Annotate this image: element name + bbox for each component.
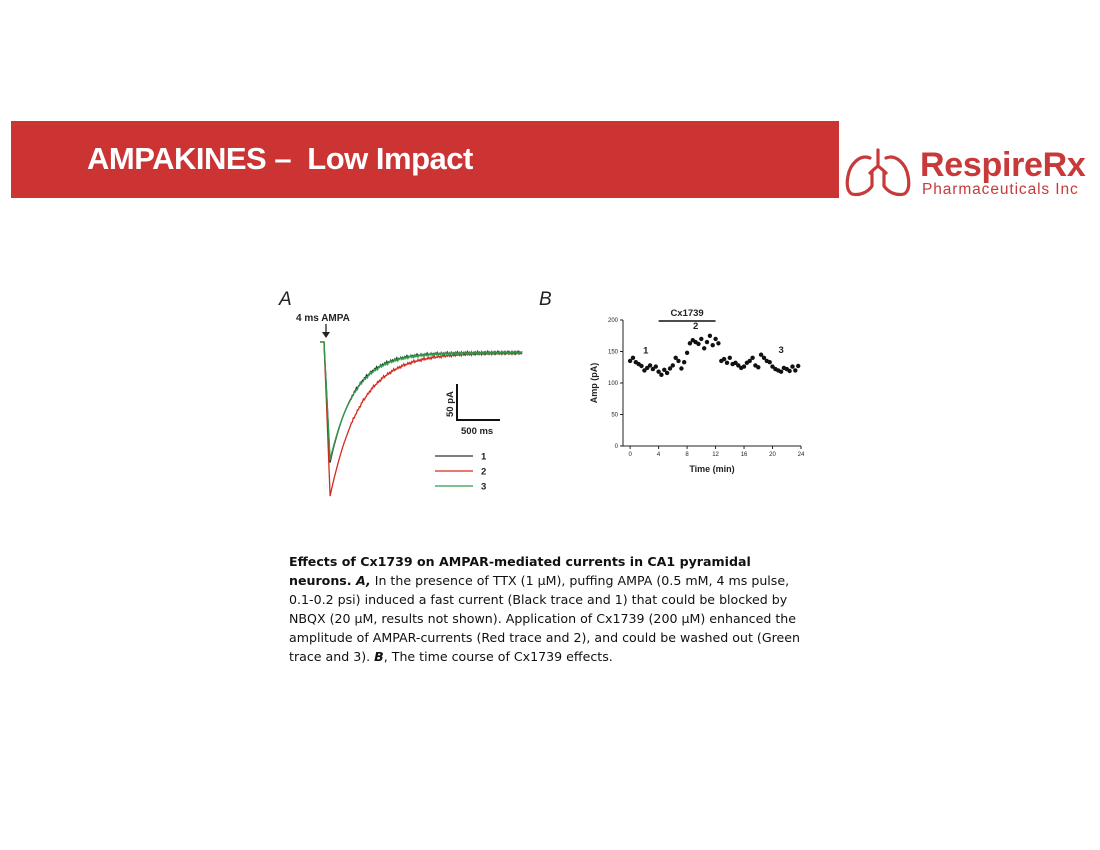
data-point [716, 341, 720, 345]
point-label-3: 3 [778, 344, 784, 356]
x-tick-label: 24 [797, 452, 805, 458]
axes [623, 320, 801, 446]
figure-caption [289, 552, 814, 666]
caption-bold: Effects of Cx1739 on AMPAR-mediated currents in CA1 pyramidal neurons. [289, 554, 751, 588]
stim-arrow [322, 324, 330, 338]
time-course-chart [589, 308, 805, 474]
y-tick-label: 0 [614, 444, 618, 450]
data-point [648, 363, 652, 367]
y-axis-label: Amp (pA) [589, 362, 599, 404]
data-point [750, 356, 754, 360]
x-tick-label: 0 [628, 452, 632, 458]
legend-label-3: 3 [481, 481, 487, 493]
data-point [659, 373, 663, 377]
y-tick-label: 150 [607, 349, 618, 356]
data-point [676, 359, 680, 363]
point-label-2: 2 [692, 320, 699, 332]
data-point [654, 364, 658, 368]
figure-svg [270, 280, 820, 510]
caption-b-label: B [374, 649, 384, 664]
logo-subtitle: Pharmaceuticals Inc [922, 181, 1079, 198]
scale-y-label: 50 pA [445, 391, 456, 417]
company-logo [842, 146, 1092, 202]
legend-label-1: 1 [481, 451, 487, 463]
data-point [793, 368, 797, 372]
data-point [722, 357, 726, 361]
data-point [631, 356, 635, 360]
figure [270, 280, 820, 510]
caption-a-label: A, [355, 573, 371, 588]
scale-bar [457, 384, 500, 420]
trace-legend [435, 452, 487, 493]
data-point [708, 334, 712, 338]
slide-title: AMPAKINES – Low Impact [87, 141, 473, 176]
data-point [779, 370, 783, 374]
data-point [742, 364, 746, 368]
data-point [685, 351, 689, 355]
x-tick-label: 16 [740, 452, 748, 458]
data-point [705, 340, 709, 344]
x-tick-label: 20 [769, 452, 776, 458]
data-point [699, 337, 703, 341]
caption-a-text: In the presence of TTX (1 μM), puffing AMPA (0.5 mM, 4 ms pulse, 0.1-0.2 psi) induced a fast current (Black trace and 1) that could be blocked by NBQX (20 μM, results not shown). Application of Cx1739 (200 μM) enhanced the amplitude of AMPAR-currents (Red trace and 2), and could be washed out (Green trace and 3). [289, 573, 800, 664]
data-point [713, 337, 717, 341]
data-point [796, 364, 800, 368]
data-point [639, 364, 643, 368]
x-tick-label: 12 [712, 452, 719, 458]
y-tick-label: 200 [607, 318, 618, 324]
legend-label-2: 2 [481, 466, 487, 478]
data-point [682, 360, 686, 364]
data-point [768, 360, 772, 364]
panel-a-letter: A [279, 289, 292, 310]
x-axis-label: Time (min) [689, 464, 735, 474]
y-tick-label: 100 [607, 381, 618, 387]
caption-b-text: , The time course of Cx1739 effects. [383, 649, 613, 664]
lungs-icon [842, 146, 920, 202]
data-point [665, 371, 669, 375]
data-point [790, 364, 794, 368]
data-point [671, 363, 675, 367]
point-label-1: 1 [643, 345, 649, 357]
data-point [679, 366, 683, 370]
data-point [711, 343, 715, 347]
data-point [787, 369, 791, 373]
drug-bar-label: Cx1739 [670, 308, 704, 319]
data-point [756, 365, 760, 369]
scale-x-label: 500 ms [461, 426, 494, 437]
stim-label: 4 ms AMPA [296, 313, 350, 324]
title-banner [11, 121, 839, 198]
data-point [728, 356, 732, 360]
data-point [702, 346, 706, 350]
panel-b-letter: B [539, 289, 552, 310]
x-tick-label: 4 [656, 452, 661, 458]
data-point [696, 342, 700, 346]
logo-name: RespireRx [920, 146, 1086, 184]
y-tick-label: 50 [611, 412, 618, 419]
data-point [725, 361, 729, 365]
x-tick-label: 8 [685, 452, 689, 458]
